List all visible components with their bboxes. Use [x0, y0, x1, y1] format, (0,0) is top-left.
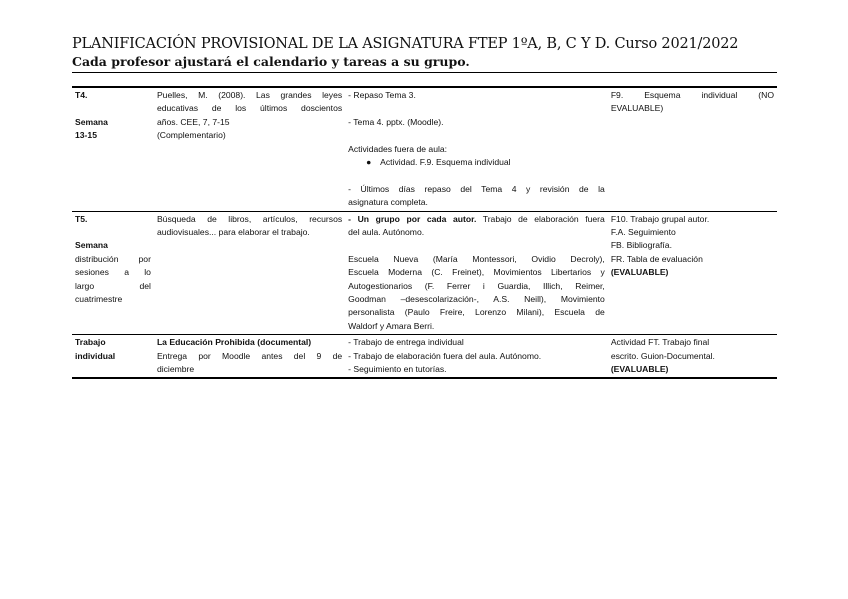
evaluation-line: FB. Bibliografía. [610, 240, 672, 251]
topic-label: T5. [75, 213, 88, 224]
page-title: PLANIFICACIÓN PROVISIONAL DE LA ASIGNATURA FTEP 1ºA, B, C Y D. Curso 2021/2022 [72, 36, 739, 52]
activity-line: - Trabajo de elaboración fuera del aula. Autónomo. [348, 350, 542, 361]
cell-readings [154, 87, 345, 211]
activity-line: Escuela Moderna (C. Freinet), Movimientos Libertarios y [348, 267, 605, 278]
cell-readings [154, 335, 345, 379]
topic-label: Trabajo [75, 337, 106, 348]
week-range: 13-15 [75, 130, 97, 141]
cell-activities [345, 211, 608, 335]
activity-line: del aula. Autónomo. [348, 227, 425, 238]
group-rest: Trabajo de elaboración fuera [476, 213, 605, 224]
reading-line: Búsqueda de libros, artículos, recursos [156, 213, 343, 224]
cell-evaluation [608, 211, 777, 335]
activity-line [348, 213, 605, 226]
activity-line: personalista (Paulo Freire, Lorenzo Milani), Escuela de [348, 307, 605, 318]
page-subtitle: Cada profesor ajustará el calendario y tareas a su grupo. [72, 54, 470, 69]
activity-line: - Trabajo de entrega individual [348, 337, 464, 348]
table-row-individual [72, 335, 777, 379]
topic-label: individual [75, 350, 116, 361]
evaluable-badge: (EVALUABLE) [610, 267, 669, 278]
activity-line: Actividades fuera de aula: [348, 143, 448, 154]
evaluation-line: FR. Tabla de evaluación [610, 253, 703, 264]
reading-line: audiovisuales... para elaborar el trabajo. [156, 227, 310, 238]
activity-line: Autogestionarios (F. Ferrer i Guardia, Illich, Reimer, [348, 280, 605, 291]
activity-line: - Tema 4. pptx. (Moodle). [348, 116, 444, 127]
activity-bullet [348, 156, 605, 169]
bullet-icon: ● [366, 157, 372, 167]
week-line: cuatrimestre [75, 294, 123, 305]
cell-evaluation [608, 87, 777, 211]
activity-line: Waldorf y Amara Berri. [348, 320, 435, 331]
evaluation-line: escrito. Guion-Documental. [610, 350, 715, 361]
cell-topic [72, 335, 154, 379]
evaluable-badge: (EVALUABLE) [610, 364, 669, 375]
evaluation-line: F.A. Seguimiento [610, 227, 676, 238]
topic-label: T4. [75, 90, 88, 100]
reading-line: educativas de los últimos doscientos [156, 103, 343, 114]
activity-line: - Seguimiento en tutorías. [348, 364, 447, 375]
cell-topic [72, 87, 154, 211]
cell-topic [72, 211, 154, 335]
activity-line: Goodman –desescolarización-, A.S. Neill), Movimiento [348, 294, 605, 305]
reading-line: diciembre [156, 364, 195, 375]
bullet-text: Actividad. F.9. Esquema individual [380, 157, 511, 167]
documentary-title: La Educación Prohibida (documental) [156, 337, 312, 348]
cell-activities [345, 335, 608, 379]
group-bold: - Un grupo por cada autor. [348, 213, 477, 224]
week-line: distribución por [75, 253, 151, 264]
reading-line: Entrega por Moodle antes del 9 de [156, 350, 343, 361]
week-label: Semana [75, 116, 108, 127]
reading-line: Puelles, M. (2008). Las grandes leyes [156, 90, 343, 100]
reading-line: (Complementario) [156, 130, 226, 141]
activity-line: asignatura completa. [348, 197, 428, 208]
activity-line: - Repaso Tema 3. [348, 90, 416, 100]
evaluation-line: F10. Trabajo grupal autor. [610, 213, 710, 224]
reading-line: años. CEE, 7, 7-15 [156, 116, 230, 127]
evaluation-line: EVALUABLE) [610, 103, 664, 114]
week-line: sesiones a lo [75, 267, 151, 278]
evaluation-line: F9. Esquema individual (NO [610, 90, 774, 100]
cell-activities [345, 87, 608, 211]
header-rule [72, 72, 777, 73]
cell-readings [154, 211, 345, 335]
activity-line: - Últimos días repaso del Tema 4 y revisión de la [348, 183, 605, 194]
evaluation-line: Actividad FT. Trabajo final [610, 337, 710, 348]
table-row-t4 [72, 87, 777, 211]
planning-table [72, 86, 777, 379]
week-line: largo del [75, 280, 151, 291]
week-label: Semana [75, 240, 108, 251]
table-row-t5 [72, 211, 777, 335]
cell-evaluation [608, 335, 777, 379]
activity-line: Escuela Nueva (María Montessori, Ovidio Decroly), [348, 253, 605, 264]
